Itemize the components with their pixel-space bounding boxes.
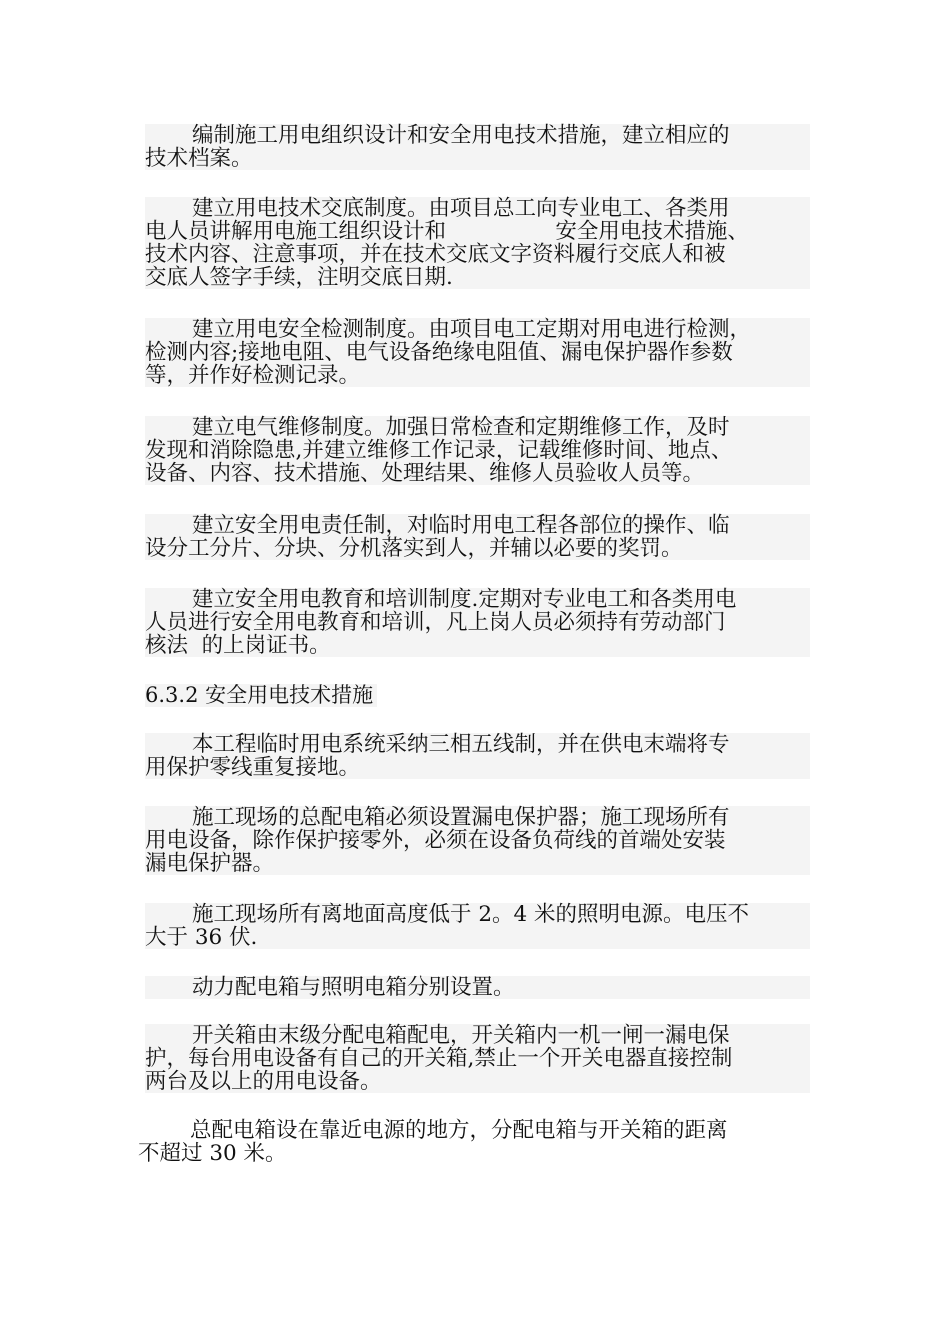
paragraph-1	[145, 124, 810, 170]
paragraph-line: 开关箱由末级分配电箱配电，开关箱内一机一闸一漏电保	[192, 1023, 730, 1048]
paragraph-line: 技术内容、注意事项，并在技术交底文字资料履行交底人和被	[145, 242, 726, 267]
paragraph-5	[145, 514, 810, 560]
paragraph-line: 漏电保护器。	[145, 851, 275, 876]
final-paragraph	[138, 1119, 818, 1165]
paragraph-line: 不超过 30 米。	[138, 1141, 287, 1166]
paragraph-line: 核法 的上岗证书。	[145, 633, 331, 658]
paragraph-line: 用保护零线重复接地。	[145, 755, 361, 780]
paragraph-line: 发现和消除隐患,并建立维修工作记录，记载维修时间、地点、	[145, 438, 733, 463]
paragraph-line: 建立安全用电责任制，对临时用电工程各部位的操作、临	[192, 513, 730, 538]
paragraph-line: 大于 36 伏.	[145, 925, 258, 950]
paragraph-line: 设分工分片、分块、分机落实到人，并辅以必要的奖罚。	[145, 536, 683, 561]
paragraph-line: 建立安全用电教育和培训制度.定期对专业电工和各类用电	[192, 587, 737, 612]
paragraph-line: 施工现场所有离地面高度低于 2。4 米的照明电源。电压不	[192, 902, 750, 927]
paragraph-line: 编制施工用电组织设计和安全用电技术措施，建立相应的	[192, 123, 730, 148]
paragraph-line: 建立用电技术交底制度。由项目总工向专业电工、各类用	[192, 196, 730, 221]
paragraph-3	[145, 318, 810, 387]
paragraph-line: 技术档案。	[145, 146, 253, 171]
paragraph-6	[145, 588, 810, 657]
paragraph-line: 交底人签字手续，注明交底日期.	[145, 265, 453, 290]
paragraph-line: 本工程临时用电系统采纳三相五线制，并在供电末端将专	[192, 732, 730, 757]
paragraph-2	[145, 197, 810, 289]
measure-5	[145, 1024, 810, 1093]
paragraph-line: 两台及以上的用电设备。	[145, 1069, 382, 1094]
paragraph-line: 检测内容;接地电阻、电气设备绝缘电阻值、漏电保护器作参数	[145, 340, 733, 365]
section-heading: 6.3.2 安全用电技术措施	[145, 684, 377, 707]
measure-4	[145, 976, 810, 999]
paragraph-line: 施工现场的总配电箱必须设置漏电保护器；施工现场所有	[192, 805, 730, 830]
measure-3	[145, 903, 810, 949]
paragraph-4	[145, 416, 810, 485]
paragraph-line: 设备、内容、技术措施、处理结果、维修人员验收人员等。	[145, 461, 705, 486]
paragraph-line: 等，并作好检测记录。	[145, 363, 361, 388]
measure-2	[145, 806, 810, 875]
paragraph-line: 电人员讲解用电施工组织设计和 安全用电技术措施、	[145, 219, 749, 244]
paragraph-line: 建立用电安全检测制度。由项目电工定期对用电进行检测，	[192, 317, 752, 342]
paragraph-line: 总配电箱设在靠近电源的地方，分配电箱与开关箱的距离	[190, 1118, 728, 1143]
paragraph-line: 护，每台用电设备有自己的开关箱,禁止一个开关电器直接控制	[145, 1046, 733, 1071]
measure-1	[145, 733, 810, 779]
paragraph-line: 用电设备，除作保护接零外，必须在设备负荷线的首端处安装	[145, 828, 726, 853]
paragraph-line: 动力配电箱与照明电箱分别设置。	[192, 975, 515, 1000]
paragraph-line: 建立电气维修制度。加强日常检查和定期维修工作，及时	[192, 415, 730, 440]
paragraph-line: 人员进行安全用电教育和培训，凡上岗人员必须持有劳动部门	[145, 610, 726, 635]
